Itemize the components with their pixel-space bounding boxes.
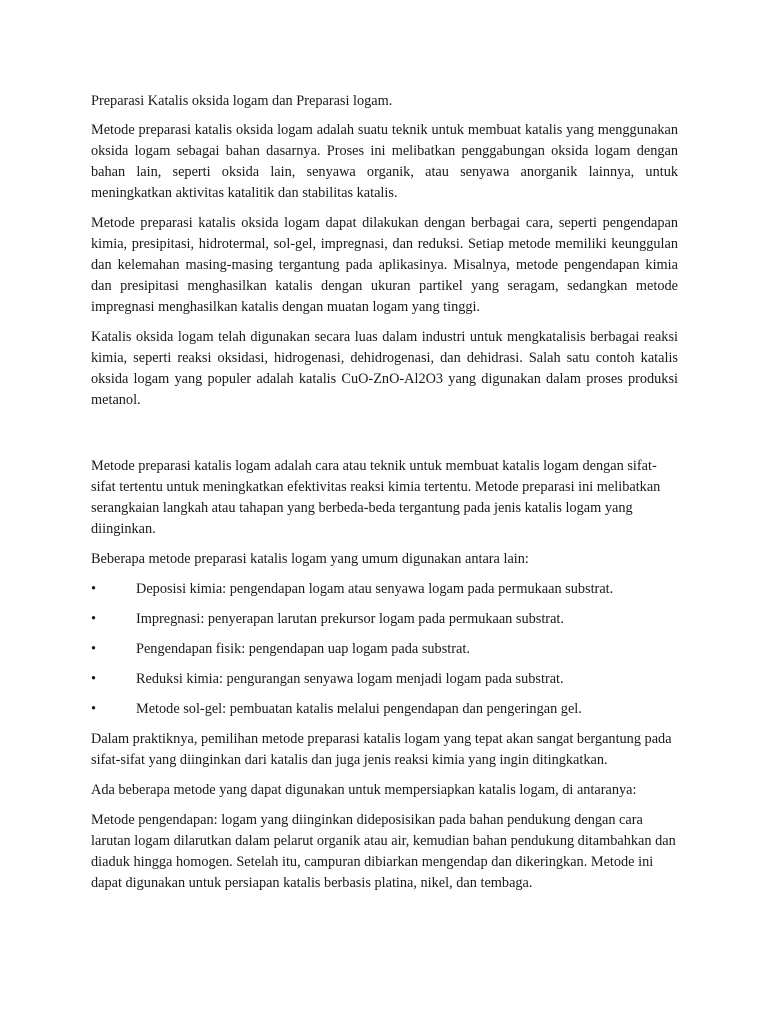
paragraph-metal-oxide-methods: Metode preparasi katalis oksida logam dapat dilakukan dengan berbagai cara, seperti pengendapan kimia, presipitasi, hidrotermal, sol-gel, impregnasi, dan reduksi. Setiap metode memiliki keunggulan dan kelemahan masing-masing tergantung pada aplikasinya. Misalnya, metode pengendapan kimia dan presipitasi menghasilkan katalis dengan ukuran partikel yang seragam, sedangkan metode impregnasi menghasilkan katalis dengan muatan logam yang tinggi. — [91, 215, 678, 315]
paragraph-metal-oxide-applications: Katalis oksida logam telah digunakan secara luas dalam industri untuk mengkatalisis berbagai reaksi kimia, seperti reaksi oksidasi, hidrogenasi, dehidrogenasi, dan dehidrasi. Salah satu contoh katalis oksida logam yang populer adalah katalis CuO-ZnO-Al2O3 yang digunakan dalam proses produksi metanol. — [91, 329, 678, 408]
list-item — [91, 639, 678, 660]
list-item-text: Pengendapan fisik: pengendapan uap logam pada substrat. — [136, 641, 470, 657]
section-spacer — [91, 420, 678, 456]
list-item — [91, 669, 678, 690]
paragraph-method-selection: Dalam praktiknya, pemilihan metode preparasi katalis logam yang tepat akan sangat bergantung pada sifat-sifat yang diinginkan dari katalis dan juga jenis reaksi kimia yang ingin ditingkatkan. — [91, 731, 672, 768]
paragraph-deposition-method: Metode pengendapan: logam yang diinginkan dideposisikan pada bahan pendukung dengan cara larutan logam dilarutkan dalam pelarut organik atau air, kemudian bahan pendukung ditambahkan dan diaduk hingga homogen. Setelah itu, campuran dibiarkan mengendap dan dikeringkan. Metode ini dapat digunakan untuk persiapan katalis berbasis platina, nikel, dan tembaga. — [91, 812, 676, 891]
bullet-icon: • — [91, 611, 97, 627]
methods-bullet-list — [91, 579, 678, 720]
paragraph-metal-catalyst-intro: Metode preparasi katalis logam adalah cara atau teknik untuk membuat katalis logam dengan sifat-sifat tertentu untuk meningkatkan efektivitas reaksi kimia tertentu. Metode preparasi ini melibatkan serangkaian langkah atau tahapan yang berbeda-beda tergantung pada jenis katalis logam yang diinginkan. — [91, 458, 661, 537]
list-item-text: Impregnasi: penyerapan larutan prekursor logam pada permukaan substrat. — [136, 611, 564, 627]
list-item-text: Metode sol-gel: pembuatan katalis melalui pengendapan dan pengeringan gel. — [136, 701, 582, 717]
bullet-icon: • — [91, 701, 97, 717]
list-item — [91, 699, 678, 720]
list-item — [91, 579, 678, 600]
bullet-icon: • — [91, 671, 97, 687]
document-title: Preparasi Katalis oksida logam dan Preparasi logam. — [91, 93, 393, 109]
paragraph-metal-oxide-intro: Metode preparasi katalis oksida logam adalah suatu teknik untuk membuat katalis yang menggunakan oksida logam sebagai bahan dasarnya. Proses ini melibatkan penggabungan oksida logam dengan bahan lain, seperti oksida lain, senyawa organik, atau senyawa anorganik lainnya, untuk meningkatkan aktivitas katalitik dan stabilitas katalis. — [91, 122, 678, 201]
list-item — [91, 609, 678, 630]
list-item-text: Deposisi kimia: pengendapan logam atau senyawa logam pada permukaan substrat. — [136, 581, 614, 597]
bullet-icon: • — [91, 581, 97, 597]
document-page — [91, 91, 678, 903]
list-item-text: Reduksi kimia: pengurangan senyawa logam menjadi logam pada substrat. — [136, 671, 564, 687]
paragraph-preparation-lead-in: Ada beberapa metode yang dapat digunakan untuk mempersiapkan katalis logam, di antaranya: — [91, 782, 637, 798]
paragraph-methods-lead-in: Beberapa metode preparasi katalis logam yang umum digunakan antara lain: — [91, 551, 529, 567]
bullet-icon: • — [91, 641, 97, 657]
